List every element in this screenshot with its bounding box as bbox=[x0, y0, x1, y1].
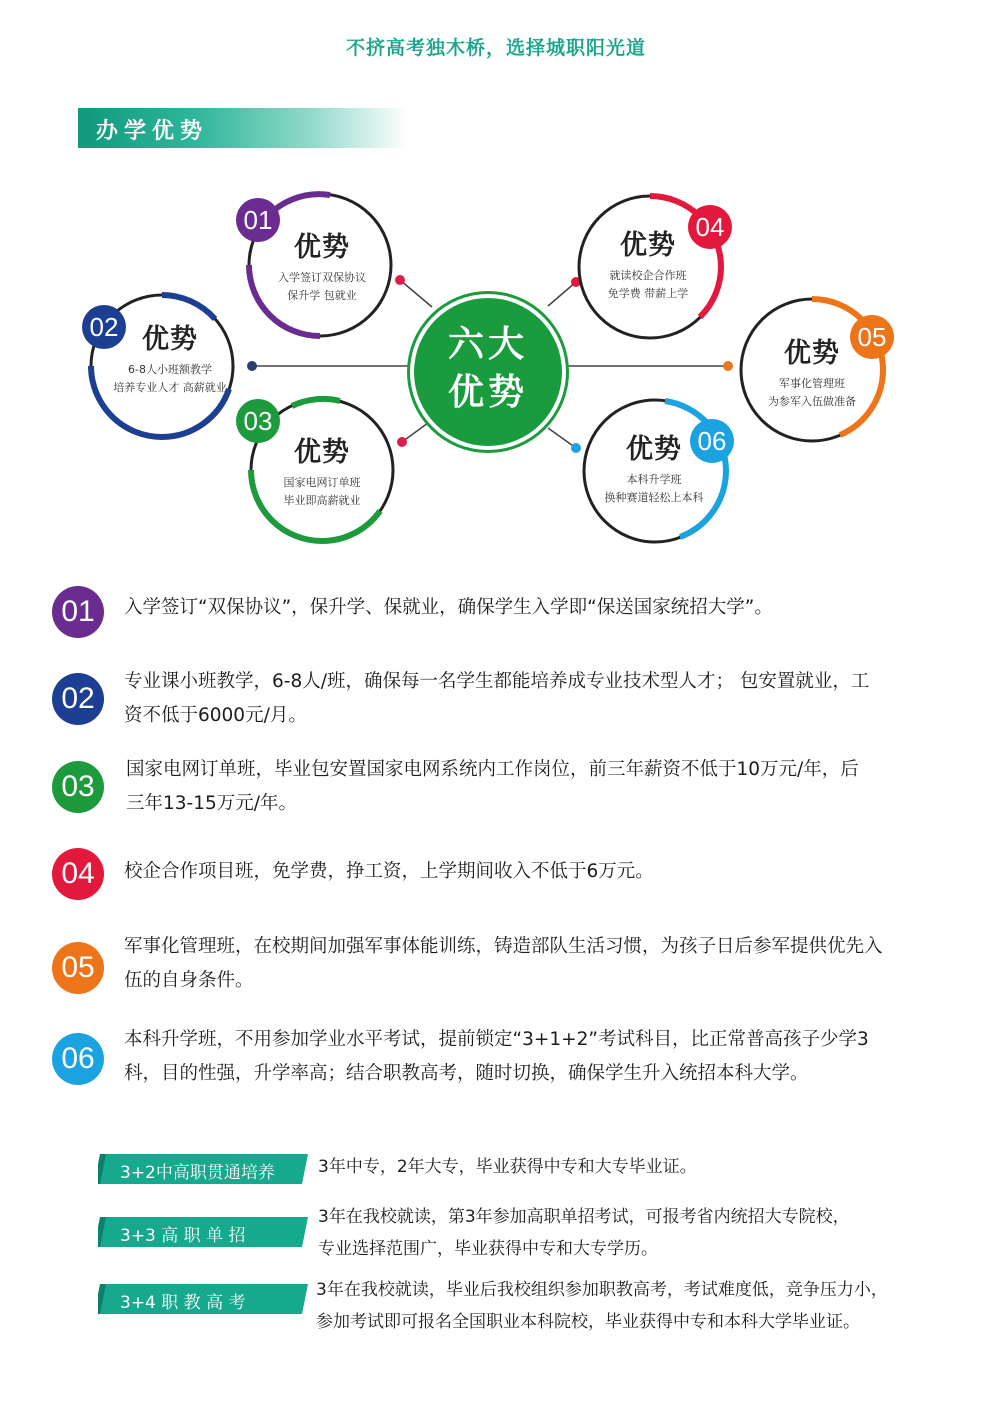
advantages-diagram bbox=[0, 185, 992, 555]
detail-line: 军事化管理班，在校期间加强军事体能训练，铸造部队生活习惯，为孩子日后参军提供优先入 bbox=[124, 936, 883, 957]
section-header bbox=[78, 108, 408, 148]
advantage-title: 优势 bbox=[294, 232, 350, 263]
detail-text bbox=[124, 855, 954, 889]
advantage-badge-04: 04 bbox=[688, 205, 732, 249]
pathway-line: 专业选择范围广，毕业获得中专和大专学历。 bbox=[318, 1239, 658, 1259]
advantage-badge-05: 05 bbox=[850, 315, 894, 359]
detail-text bbox=[124, 1023, 954, 1091]
advantage-title: 优势 bbox=[294, 437, 350, 468]
advantage-badge-02: 02 bbox=[82, 305, 126, 349]
detail-number-badge: 02 bbox=[52, 673, 104, 725]
advantage-line: 6-8人小班额教学 bbox=[128, 363, 212, 376]
detail-line: 国家电网订单班，毕业包安置国家电网系统内工作岗位，前三年薪资不低于10万元/年，后 bbox=[126, 759, 859, 780]
advantage-line: 培养专业人才 高薪就业 bbox=[113, 381, 227, 394]
detail-number-badge: 04 bbox=[52, 848, 104, 900]
advantage-line: 免学费 带薪上学 bbox=[607, 287, 689, 300]
pathway-label: 3+3 高 职 单 招 bbox=[120, 1226, 246, 1246]
detail-number-badge: 01 bbox=[52, 586, 104, 638]
advantage-badge-03: 03 bbox=[236, 399, 280, 443]
pathway-line: 3年在我校就读，毕业后我校组织参加职教高考，考试难度低，竞争压力小， bbox=[316, 1280, 888, 1300]
advantage-title: 优势 bbox=[784, 338, 840, 369]
detail-number-badge: 06 bbox=[52, 1033, 104, 1085]
pathway-label: 3+2中高职贯通培养 bbox=[120, 1163, 275, 1183]
pathway-text bbox=[318, 1151, 697, 1183]
advantage-title: 优势 bbox=[626, 434, 682, 465]
pathway-text bbox=[316, 1274, 888, 1338]
top-slogan: 不挤高考独木桥，选择城职阳光道 bbox=[345, 37, 646, 59]
advantage-badge-06: 06 bbox=[690, 419, 734, 463]
advantage-line: 国家电网订单班 bbox=[283, 476, 361, 489]
advantage-03 bbox=[252, 430, 392, 509]
advantage-04 bbox=[578, 223, 718, 302]
advantage-line: 为参军入伍做准备 bbox=[768, 395, 856, 408]
detail-text bbox=[124, 591, 954, 625]
advantage-line: 入学签订双保协议 bbox=[278, 271, 366, 284]
detail-line: 入学签订“双保协议”，保升学、保就业，确保学生入学即“保送国家统招大学”。 bbox=[124, 597, 773, 618]
center-line2: 优势 bbox=[447, 372, 528, 413]
detail-text bbox=[124, 930, 954, 998]
detail-number-badge: 03 bbox=[52, 761, 104, 813]
pathway-line: 参加考试即可报名全国职业本科院校，毕业获得中专和本科大学毕业证。 bbox=[316, 1312, 860, 1332]
advantage-06 bbox=[584, 427, 724, 506]
center-badge bbox=[414, 298, 562, 446]
pathway-label: 3+4 职 教 高 考 bbox=[120, 1293, 246, 1313]
detail-text bbox=[126, 753, 956, 821]
pathway-line: 3年中专，2年大专，毕业获得中专和大专毕业证。 bbox=[318, 1157, 697, 1177]
pathway-tag bbox=[98, 1217, 308, 1247]
advantage-line: 军事化管理班 bbox=[779, 377, 845, 390]
detail-line: 三年13-15万元/年。 bbox=[126, 793, 297, 814]
detail-line: 科，目的性强，升学率高；结合职教高考，随时切换，确保学生升入统招本科大学。 bbox=[124, 1063, 809, 1084]
center-line1: 六大 bbox=[447, 324, 528, 365]
advantage-line: 就读校企合作班 bbox=[609, 269, 687, 282]
advantage-line: 毕业即高薪就业 bbox=[283, 494, 361, 507]
detail-line: 资不低于6000元/月。 bbox=[124, 705, 307, 726]
advantage-line: 换种赛道轻松上本科 bbox=[604, 491, 704, 504]
advantage-title: 优势 bbox=[620, 230, 676, 261]
advantage-title: 优势 bbox=[142, 324, 198, 355]
advantage-line: 本科升学班 bbox=[626, 473, 682, 486]
detail-line: 伍的自身条件。 bbox=[124, 970, 254, 991]
detail-text bbox=[124, 665, 954, 733]
pathway-tag bbox=[98, 1154, 308, 1184]
pathway-line: 3年在我校就读，第3年参加高职单招考试，可报考省内统招大专院校， bbox=[318, 1207, 850, 1227]
pathway-tag bbox=[98, 1284, 308, 1314]
advantage-01 bbox=[252, 225, 392, 304]
advantage-02 bbox=[100, 317, 240, 396]
pathway-text bbox=[318, 1201, 850, 1265]
section-title: 办学优势 bbox=[96, 119, 209, 144]
advantage-badge-01: 01 bbox=[236, 198, 280, 242]
detail-line: 校企合作项目班，免学费，挣工资，上学期间收入不低于6万元。 bbox=[124, 861, 654, 882]
detail-number-badge: 05 bbox=[52, 942, 104, 994]
advantage-05 bbox=[742, 331, 882, 410]
advantage-line: 保升学 包就业 bbox=[287, 289, 357, 302]
detail-line: 专业课小班教学，6-8人/班，确保每一名学生都能培养成专业技术型人才； 包安置就业，工 bbox=[124, 671, 870, 692]
detail-line: 本科升学班，不用参加学业水平考试，提前锁定“3+1+2”考试科目，比正常普高孩子少学3 bbox=[124, 1029, 869, 1050]
